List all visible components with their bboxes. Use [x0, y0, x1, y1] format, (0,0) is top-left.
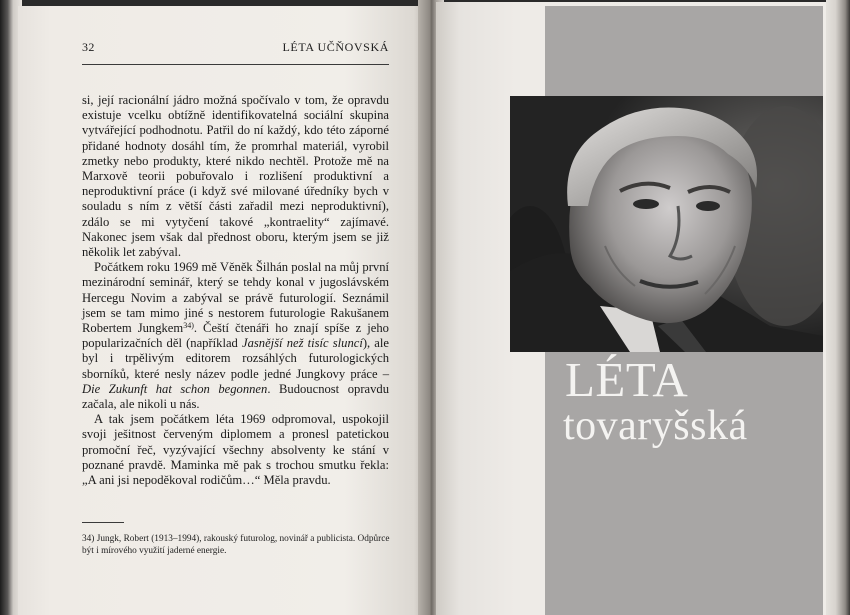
chapter-title-line2: tovaryšská — [563, 403, 748, 449]
footnote-rule — [82, 522, 124, 523]
body-paragraph — [82, 260, 389, 412]
page-number: 32 — [82, 40, 95, 54]
portrait-photo-image — [510, 96, 823, 352]
book-title-italic: Die Zukunft hat schon begonnen — [82, 381, 268, 396]
paragraph-text: . Budoucnost opravdu začala, ale nikoli u nás. — [82, 381, 389, 412]
footnote-reference: 34) — [183, 321, 194, 331]
chapter-title-line1: LÉTA — [565, 352, 689, 407]
paragraph-text: . Čeští čtenáři ho znají spíše z jeho popularizačních děl (například — [82, 321, 389, 351]
book-title-italic: Jasnější než tisíc sluncí — [241, 336, 363, 351]
footnote: 34) Jungk, Robert (1913–1994), rakouský futurolog, novinář a publicista. Odpůrce být i mírového využití jaderné energie. — [82, 534, 390, 557]
header-rule — [82, 64, 389, 65]
paragraph-text: ), ale byl i trpělivým editorem rozsáhlých futurologických sborníků, které nesly název podle jedné Jungkovy práce – — [82, 336, 389, 381]
body-paragraph — [82, 412, 389, 488]
paragraph-text: Počátkem roku 1969 mě Věněk Šilhán poslal na můj první mezinárodní seminář, který se tehdy konal v jugoslávském Hercegu Novim a zabýval se právě futurologií. Seznámil jsem se tam mimo jiné s nestorem futurologie Rakušanem Robertem Jungkem — [82, 260, 389, 336]
paragraph-text: A tak jsem počátkem léta 1969 odpromoval, uspokojil svoji ješitnost červeným diplomem a pronesl patetickou promoční řeč, vyzývající všechny absolventy ke stání v poznané pravdě. Maminka mě pak s trochou smutku řekla: „A ani jsi nepoděkoval rodičům…“ Měla pravdu. — [82, 412, 389, 488]
running-head-title: LÉTA UČŇOVSKÁ — [282, 40, 389, 54]
portrait-photo — [510, 96, 823, 352]
body-paragraph — [82, 93, 389, 260]
book-edge-right — [826, 0, 850, 615]
paragraph-text: si, její racionální jádro možná spočívalo v tom, že opravdu existuje vcelku obtížně identifikovatelná sociální skupina vytvářející podhodnotu. Patřil do ní každý, kdo této záporné přidané hodnoty dosáhl tím, že promrhal materiál, vyrobil zmetky nebo produkty, které nikdo nechtěl. Protože mě na Marxově teorii pobuřovalo i rozlišení produktivní a neproduktivní práce (i když své milované úředníky bych v souladu s ním z větší části zařadil mezi neproduktivní), zdálo se mi vytyčení takové „kontraelity“ zajímavé. Nakonec jsem však dal přednost oboru, kterým jsem se již několik let zabýval. — [82, 93, 389, 260]
body-text — [82, 93, 389, 488]
